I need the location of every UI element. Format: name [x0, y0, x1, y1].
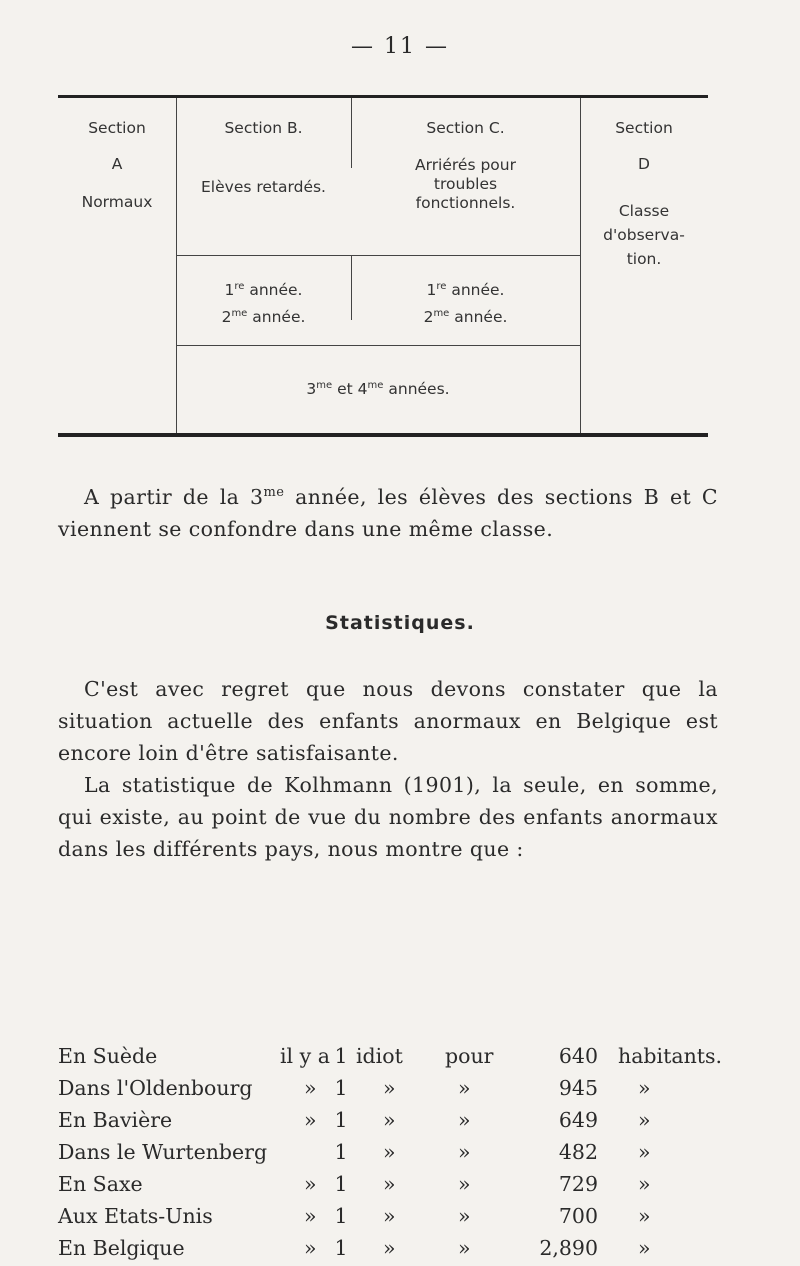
section-c-label-2: troubles	[433, 175, 498, 193]
stats-country: En Bavière	[58, 1108, 173, 1132]
stats-pour: pour	[445, 1044, 494, 1068]
stats-ditto: »	[458, 1108, 471, 1132]
section-b-label: Elèves retardés.	[201, 178, 326, 196]
table-top-rule	[58, 95, 708, 98]
stats-row	[58, 1076, 778, 1106]
stats-habitants: habitants.	[618, 1044, 723, 1068]
stats-ditto: »	[638, 1172, 651, 1196]
section-d-label-3: tion.	[626, 250, 662, 268]
sections-table	[58, 95, 708, 435]
section-heading: Statistiques.	[325, 612, 475, 634]
stats-ditto: »	[638, 1076, 651, 1100]
stats-ditto: »	[458, 1204, 471, 1228]
stats-number: 945	[558, 1076, 598, 1100]
section-b-year-1: 1re année.	[224, 281, 303, 299]
table-bottom-rule	[58, 433, 708, 437]
stats-count: 1	[334, 1044, 348, 1068]
stats-ditto: »	[383, 1108, 396, 1132]
stats-ditto: »	[638, 1140, 651, 1164]
stats-ditto: »	[304, 1172, 317, 1196]
stats-number: 2,890	[539, 1236, 598, 1260]
section-c-year-2: $2^{me}$ année.	[423, 308, 508, 326]
stats-count: 1	[334, 1140, 348, 1164]
page-number: — 11 —	[351, 34, 449, 59]
stats-count: 1	[334, 1236, 348, 1260]
stats-ditto: »	[638, 1108, 651, 1132]
stats-count: 1	[334, 1172, 348, 1196]
section-a-title: Section	[88, 119, 146, 137]
stats-ditto: »	[458, 1236, 471, 1260]
section-c-label-1: Arriérés pour	[414, 156, 516, 174]
stats-row	[58, 1204, 778, 1234]
stats-ditto: »	[458, 1076, 471, 1100]
paragraph-regret: C'est avec regret que nous devons constater que la situation actuelle des enfants anormaux en Belgique est encore loin d'être satisfaisante.	[58, 677, 718, 765]
stats-ditto: »	[638, 1204, 651, 1228]
section-a-letter: A	[111, 155, 123, 173]
stats-number: 482	[558, 1140, 598, 1164]
stats-country: Aux Etats-Unis	[58, 1204, 213, 1228]
stats-count: 1	[334, 1076, 348, 1100]
stats-row	[58, 1172, 778, 1202]
paragraph-statistique: La statistique de Kolhmann (1901), la seule, en somme, qui existe, au point de vue du nombre des enfants anormaux dans les différents pays, nous montre que :	[58, 773, 718, 861]
section-b-title: Section B.	[224, 119, 303, 137]
stats-count: 1	[334, 1204, 348, 1228]
stats-ditto: »	[304, 1108, 317, 1132]
merged-years: $3^{me}$ et $4^{me}$ années.	[306, 380, 450, 398]
stats-ditto: »	[304, 1076, 317, 1100]
stats-number: 649	[558, 1108, 598, 1132]
section-a-label: Normaux	[81, 193, 153, 211]
stats-ditto: »	[383, 1076, 396, 1100]
section-b-year-2: $2^{me}$ année.	[221, 308, 306, 326]
stats-ditto: »	[458, 1140, 471, 1164]
section-d-letter: D	[638, 155, 650, 173]
stats-row	[58, 1236, 778, 1266]
section-d-label-2: d'observa-	[603, 226, 685, 244]
section-d-title: Section	[615, 119, 673, 137]
stats-country: En Suède	[58, 1044, 158, 1068]
table-rule-merged	[176, 345, 580, 346]
stats-row	[58, 1140, 778, 1170]
stats-ditto: »	[304, 1204, 317, 1228]
stats-country: En Belgique	[58, 1236, 185, 1260]
section-c-year-1: 1re année.	[426, 281, 505, 299]
stats-il-y-a: il y a	[280, 1044, 330, 1068]
stats-ditto: »	[638, 1236, 651, 1260]
stats-number: 700	[558, 1204, 598, 1228]
stats-country: Dans l'Oldenbourg	[58, 1076, 253, 1100]
stats-count: 1	[334, 1108, 348, 1132]
stats-number: 729	[558, 1172, 598, 1196]
stats-idiot: idiot	[356, 1044, 403, 1068]
section-c-label-3: fonctionnels.	[415, 194, 516, 212]
section-d-label-1: Classe	[618, 202, 670, 220]
stats-ditto: »	[304, 1236, 317, 1260]
stats-ditto: »	[383, 1140, 396, 1164]
stats-row	[58, 1044, 778, 1074]
stats-ditto: »	[383, 1236, 396, 1260]
stats-ditto: »	[458, 1172, 471, 1196]
paragraph-sections-merge: A partir de la $3^{me}$ année, les élèves des sections B et C viennent se confondre dans une même classe.	[58, 485, 718, 541]
stats-row	[58, 1108, 778, 1138]
stats-ditto: »	[383, 1172, 396, 1196]
stats-country: Dans le Wurtenberg	[58, 1140, 268, 1164]
stats-number: 640	[558, 1044, 598, 1068]
section-c-title: Section C.	[426, 119, 505, 137]
stats-country: En Saxe	[58, 1172, 143, 1196]
stats-ditto: »	[383, 1204, 396, 1228]
table-rule-years	[176, 255, 580, 256]
